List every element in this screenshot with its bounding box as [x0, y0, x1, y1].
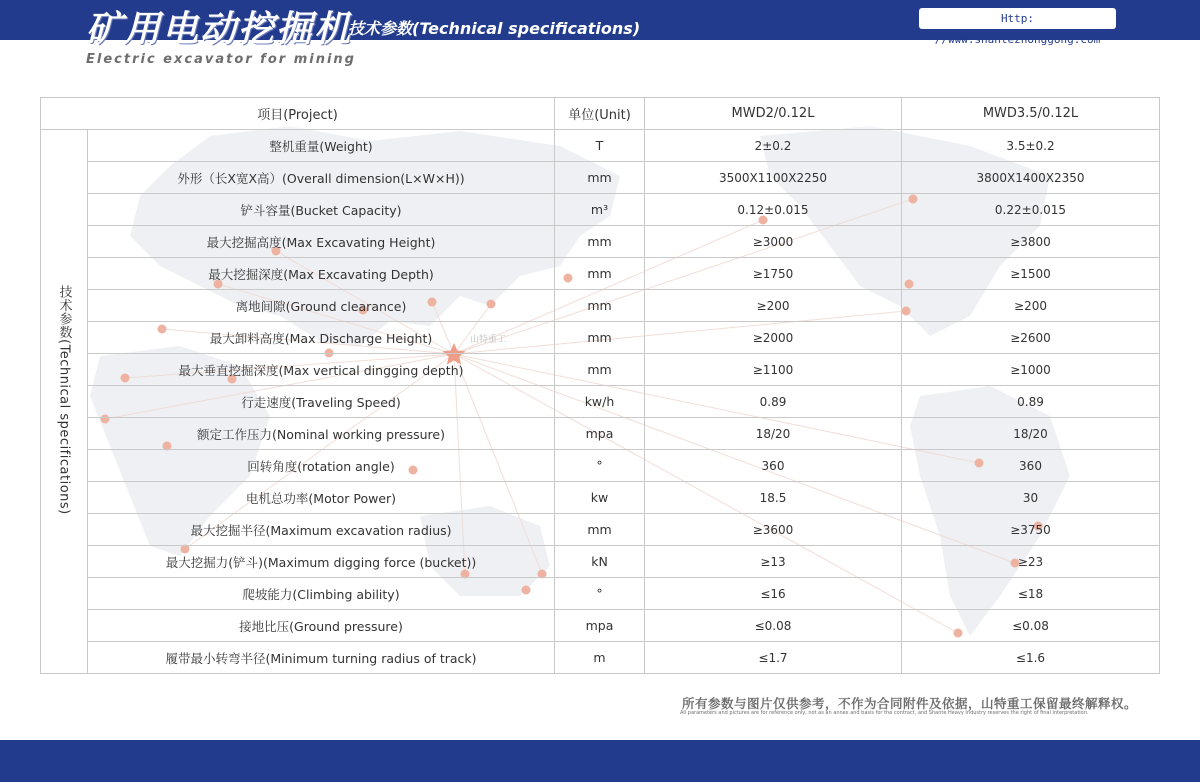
- header-model-a: MWD2/0.12L: [645, 98, 902, 130]
- row-value-a: ≥1750: [645, 258, 902, 290]
- row-value-a: 0.12±0.015: [645, 194, 902, 226]
- row-unit: mm: [555, 258, 645, 290]
- row-unit: mpa: [555, 610, 645, 642]
- row-value-a: ≥200: [645, 290, 902, 322]
- row-unit: kw/h: [555, 386, 645, 418]
- table-row: [41, 194, 1160, 226]
- row-name: 行走速度(Traveling Speed): [88, 386, 555, 418]
- website-link[interactable]: Http: //www.shantezhonggong.com: [919, 8, 1116, 29]
- row-unit: kw: [555, 482, 645, 514]
- table-row: [41, 578, 1160, 610]
- row-value-a: 360: [645, 450, 902, 482]
- header-model-b: MWD3.5/0.12L: [902, 98, 1160, 130]
- header-unit: 单位(Unit): [555, 98, 645, 130]
- disclaimer-en: All parameters and pictures are for reference only, not as an annex and basis for the contract, and Shante Heavy Industry reserves the right of final interpretation.: [680, 710, 1089, 716]
- row-value-a: ≤16: [645, 578, 902, 610]
- row-unit: m: [555, 642, 645, 674]
- row-value-a: 18.5: [645, 482, 902, 514]
- row-value-b: ≥200: [902, 290, 1160, 322]
- table-row: [41, 258, 1160, 290]
- row-value-b: ≥3750: [902, 514, 1160, 546]
- row-name: 最大挖掘高度(Max Excavating Height): [88, 226, 555, 258]
- table-row: [41, 354, 1160, 386]
- row-name: 铲斗容量(Bucket Capacity): [88, 194, 555, 226]
- row-name: 最大挖掘深度(Max Excavating Depth): [88, 258, 555, 290]
- row-value-a: ≤1.7: [645, 642, 902, 674]
- row-value-b: ≤0.08: [902, 610, 1160, 642]
- table-row: [41, 130, 1160, 162]
- row-value-b: ≤1.6: [902, 642, 1160, 674]
- row-value-b: 18/20: [902, 418, 1160, 450]
- table-row: [41, 450, 1160, 482]
- table-row: [41, 322, 1160, 354]
- row-value-a: 0.89: [645, 386, 902, 418]
- disclaimer-cn: 所有参数与图片仅供参考，不作为合同附件及依据，山特重工保留最终解释权。: [682, 696, 1138, 711]
- table-row: [41, 386, 1160, 418]
- page-subtitle: Electric excavator for mining: [86, 52, 356, 67]
- row-unit: mm: [555, 514, 645, 546]
- row-name: 履带最小转弯半径(Minimum turning radius of track): [88, 642, 555, 674]
- row-unit: mm: [555, 322, 645, 354]
- table-row: [41, 162, 1160, 194]
- row-value-a: ≤0.08: [645, 610, 902, 642]
- row-value-b: ≥1500: [902, 258, 1160, 290]
- header-project: 项目(Project): [41, 98, 555, 130]
- table-row: [41, 226, 1160, 258]
- row-value-a: 18/20: [645, 418, 902, 450]
- row-name: 回转角度(rotation angle): [88, 450, 555, 482]
- row-name: 最大挖掘半径(Maximum excavation radius): [88, 514, 555, 546]
- row-name: 外形（长X宽X高）(Overall dimension(L×W×H)): [88, 162, 555, 194]
- table-row: [41, 642, 1160, 674]
- row-value-a: ≥3600: [645, 514, 902, 546]
- section-title: 技术参数(Technical specifications): [348, 19, 641, 38]
- row-name: 接地比压(Ground pressure): [88, 610, 555, 642]
- page-title: 矿用电动挖掘机: [86, 9, 353, 50]
- row-name: 整机重量(Weight): [88, 130, 555, 162]
- row-value-b: 360: [902, 450, 1160, 482]
- group-label: 技术参数(Technical specifications): [56, 285, 72, 515]
- row-name: 最大垂直挖掘深度(Max vertical dingging depth): [88, 354, 555, 386]
- row-name: 爬坡能力(Climbing ability): [88, 578, 555, 610]
- row-value-b: 30: [902, 482, 1160, 514]
- table-row: [41, 290, 1160, 322]
- row-value-b: 0.89: [902, 386, 1160, 418]
- row-value-b: ≥3800: [902, 226, 1160, 258]
- table-row: [41, 610, 1160, 642]
- watermark-text: 山特重工: [470, 335, 507, 345]
- table-row: [41, 514, 1160, 546]
- row-value-a: 3500X1100X2250: [645, 162, 902, 194]
- table-row: [41, 482, 1160, 514]
- row-value-a: ≥1100: [645, 354, 902, 386]
- row-name: 电机总功率(Motor Power): [88, 482, 555, 514]
- row-value-b: ≤18: [902, 578, 1160, 610]
- row-value-b: ≥2600: [902, 322, 1160, 354]
- row-unit: °: [555, 578, 645, 610]
- row-unit: mm: [555, 354, 645, 386]
- row-value-a: 2±0.2: [645, 130, 902, 162]
- row-value-b: ≥1000: [902, 354, 1160, 386]
- footer-band: [0, 740, 1200, 782]
- row-name: 最大挖掘力(铲斗)(Maximum digging force (bucket)): [88, 546, 555, 578]
- row-unit: mm: [555, 226, 645, 258]
- spec-table: [40, 97, 1160, 674]
- row-value-a: ≥2000: [645, 322, 902, 354]
- row-name: 离地间隙(Ground clearance): [88, 290, 555, 322]
- table-body: [41, 130, 1160, 674]
- row-unit: m³: [555, 194, 645, 226]
- table-row: [41, 418, 1160, 450]
- row-value-b: 3.5±0.2: [902, 130, 1160, 162]
- row-value-b: 0.22±0.015: [902, 194, 1160, 226]
- row-name: 额定工作压力(Nominal working pressure): [88, 418, 555, 450]
- row-name: 最大卸料高度(Max Discharge Height): [88, 322, 555, 354]
- row-value-a: ≥3000: [645, 226, 902, 258]
- row-unit: T: [555, 130, 645, 162]
- table-row: [41, 546, 1160, 578]
- row-value-a: ≥13: [645, 546, 902, 578]
- row-unit: kN: [555, 546, 645, 578]
- row-unit: mm: [555, 162, 645, 194]
- row-value-b: 3800X1400X2350: [902, 162, 1160, 194]
- row-unit: mpa: [555, 418, 645, 450]
- table-header-row: [41, 98, 1160, 130]
- row-unit: mm: [555, 290, 645, 322]
- row-value-b: ≥23: [902, 546, 1160, 578]
- row-unit: °: [555, 450, 645, 482]
- group-cell: [41, 130, 88, 674]
